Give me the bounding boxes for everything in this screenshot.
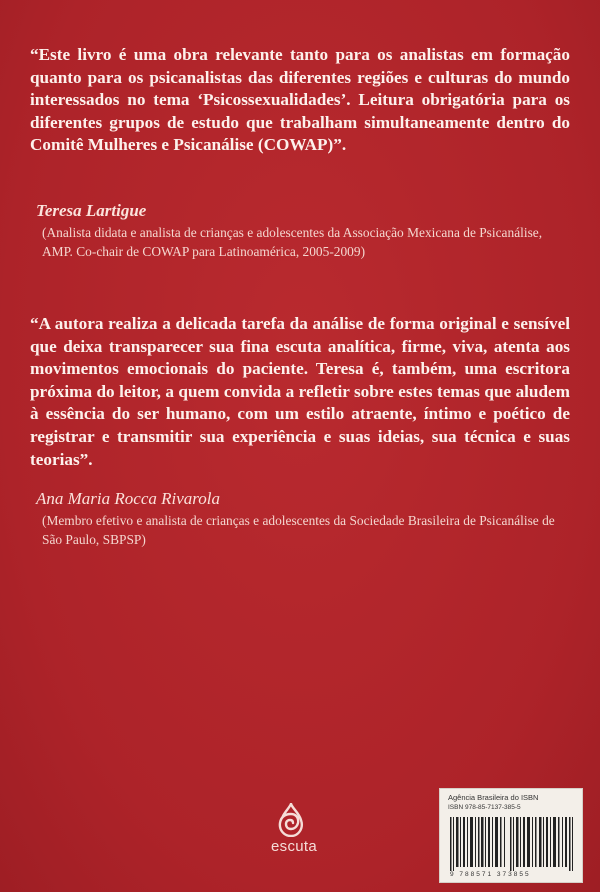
publisher-logo	[271, 803, 317, 861]
publisher-name: escuta	[271, 838, 317, 855]
spiral-logo-icon	[277, 803, 305, 837]
isbn-text: ISBN 978-85-7137-385-5	[448, 804, 521, 811]
quote-author-1: Teresa Lartigue	[36, 201, 147, 220]
author-credentials-2: (Membro efetivo e analista de crianças e adolescentes da Sociedade Brasileira de Psicanálise de São Paulo, SBPSP)	[42, 513, 555, 547]
isbn-agency: Agência Brasileira do ISBN	[448, 793, 539, 802]
quote-text-1: “Este livro é uma obra relevante tanto para os analistas em formação quanto para os psicanalistas das diferentes regiões e culturas do mundo interessados no tema ‘Psicossexualidades’. Leitura obrigatória para os diferentes grupos de estudo que trabalham simultaneamente dentro do Comitê Mulheres e Psicanálise (COWAP)”.	[30, 45, 570, 155]
author-credentials-1: (Analista didata e analista de crianças e adolescentes da Associação Mexicana de Psicanálise, AMP. Co-chair de COWAP para Latinoamérica, 2005-2009)	[42, 225, 543, 259]
barcode-label	[439, 788, 583, 883]
quote-text-2: “A autora realiza a delicada tarefa da análise de forma original e sensível que deixa transparecer sua fina escuta analítica, firme, viva, atenta aos movimentos emocionais do paciente. Teresa é, também, uma escritora próxima do leitor, a quem convida a refletir sobre estes temas que aludem à essência do ser humano, com um estilo atraente, íntimo e poético de registrar e transmitir sua experiência e suas ideias, sua técnica e suas teorias”.	[30, 314, 570, 469]
barcode-number: 9 788571 373855	[450, 871, 531, 878]
barcode-bars	[450, 817, 574, 871]
quote-author-2: Ana Maria Rocca Rivarola	[36, 489, 220, 508]
